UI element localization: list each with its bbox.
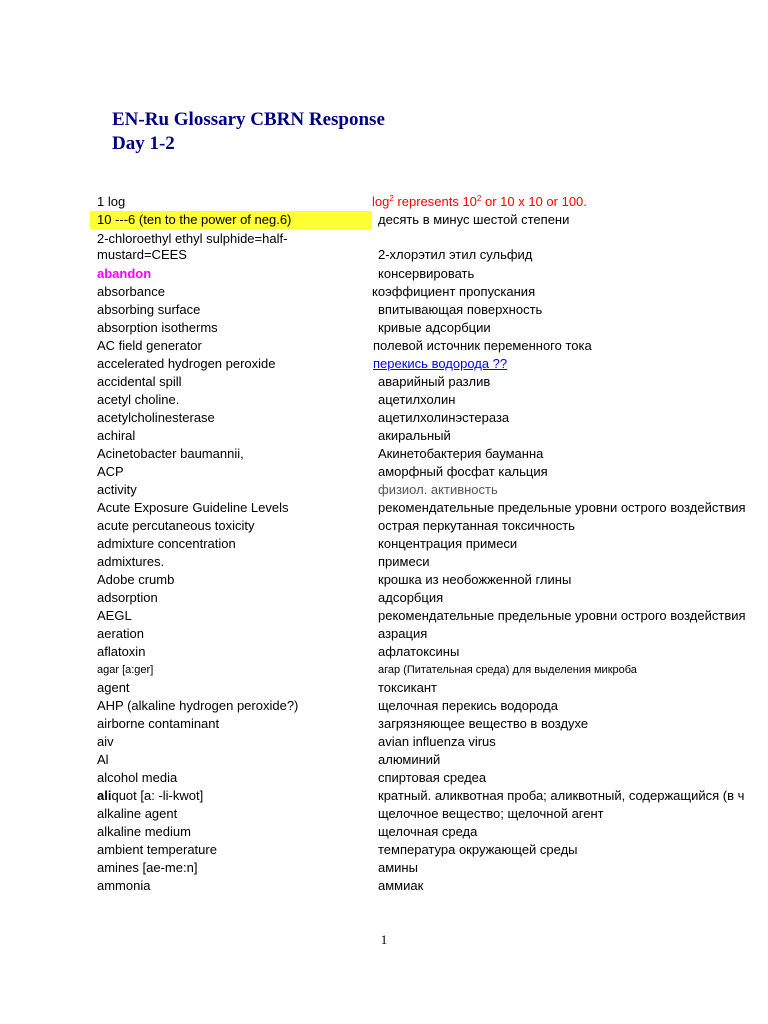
- glossary-row: [0, 463, 768, 481]
- english-term: AEGL: [97, 608, 132, 623]
- english-term: Acute Exposure Guideline Levels: [97, 500, 289, 515]
- russian-term: аммиак: [378, 878, 424, 893]
- russian-term: рекомендательные предельные уровни острого воздействия: [378, 608, 746, 623]
- english-term: admixtures.: [97, 554, 165, 569]
- english-term: absorption isotherms: [97, 320, 218, 335]
- russian-term: рекомендательные предельные уровни острого воздействия: [378, 500, 746, 515]
- russian-term: физиол. активность: [378, 482, 498, 497]
- english-term: achiral: [97, 428, 136, 443]
- glossary-row: [0, 679, 768, 697]
- english-term: aeration: [97, 626, 144, 641]
- english-term: 2-chloroethyl ethyl sulphide=half-mustard=CEES: [97, 231, 288, 262]
- glossary-row: [0, 589, 768, 607]
- glossary-row: [0, 823, 768, 841]
- glossary-row: [0, 499, 768, 517]
- english-term: abandon: [97, 266, 152, 281]
- english-term: absorbing surface: [97, 302, 201, 317]
- glossary-row: [0, 193, 768, 211]
- glossary-row: [0, 805, 768, 823]
- english-term: Al: [97, 752, 109, 767]
- note-text: $\log^2$ represents $10^2$ or 10 x 10 or 100.: [372, 194, 587, 209]
- english-term: agar [a:ger]: [97, 664, 154, 676]
- russian-term: аморфный фосфат кальция: [378, 464, 548, 479]
- glossary-row: [0, 607, 768, 625]
- english-term: activity: [97, 482, 137, 497]
- english-term: acetyl choline.: [97, 392, 180, 407]
- russian-term: амины: [378, 860, 418, 875]
- glossary-row: [0, 391, 768, 409]
- glossary-row: [0, 229, 768, 265]
- english-term-highlighted: 10 ---6 (ten to the power of neg.6): [90, 211, 372, 229]
- english-term: agent: [97, 680, 130, 695]
- glossary-row: [0, 733, 768, 751]
- russian-term: температура окружающей среды: [378, 842, 578, 857]
- glossary-row: [0, 319, 768, 337]
- glossary-row: [0, 337, 768, 355]
- english-term: Acinetobacter baumannii,: [97, 446, 244, 461]
- english-term: AHP (alkaline hydrogen peroxide?): [97, 698, 299, 713]
- glossary-table: [0, 193, 768, 895]
- russian-term: кратный. аликвотная проба; аликвотный, содержащийся (в ч: [378, 788, 745, 803]
- english-term: aiv: [97, 734, 114, 749]
- english-term: alkaline medium: [97, 824, 191, 839]
- russian-term-link[interactable]: перекись водорода ??: [373, 356, 508, 371]
- russian-term: консервировать: [378, 266, 475, 281]
- russian-term: кривые адсорбции: [378, 320, 491, 335]
- russian-term: ацетилхолин: [378, 392, 456, 407]
- russian-term: крошка из необожженной глины: [378, 572, 572, 587]
- english-term: Adobe crumb: [97, 572, 175, 587]
- russian-term: алюминий: [378, 752, 441, 767]
- russian-term: адсорбция: [378, 590, 444, 605]
- glossary-row: [0, 517, 768, 535]
- russian-term: острая перкутанная токсичность: [378, 518, 575, 533]
- glossary-row: [0, 553, 768, 571]
- english-term: ACP: [97, 464, 124, 479]
- english-term: AC field generator: [97, 338, 202, 353]
- russian-term: аварийный разлив: [378, 374, 491, 389]
- russian-term: загрязняющее вещество в воздухе: [378, 716, 589, 731]
- russian-term: щелочная среда: [378, 824, 478, 839]
- glossary-row: [0, 355, 768, 373]
- glossary-row: [0, 625, 768, 643]
- glossary-row: [0, 373, 768, 391]
- russian-term: примеси: [378, 554, 430, 569]
- russian-term: щелочное вещество; щелочной агент: [378, 806, 604, 821]
- glossary-row: [0, 301, 768, 319]
- russian-term: коэффициент пропускания: [372, 284, 536, 299]
- english-term: adsorption: [97, 590, 158, 605]
- russian-term: десять в минус шестой степени: [378, 212, 570, 227]
- russian-term: avian influenza virus: [378, 734, 496, 749]
- glossary-row: [0, 265, 768, 283]
- english-term: ammonia: [97, 878, 151, 893]
- english-term: aflatoxin: [97, 644, 146, 659]
- page-number: 1: [380, 932, 388, 947]
- glossary-row: [0, 859, 768, 877]
- glossary-row: [0, 877, 768, 895]
- english-term: admixture concentration: [97, 536, 236, 551]
- english-term: absorbance: [97, 284, 165, 299]
- glossary-row: [0, 697, 768, 715]
- glossary-row: [0, 211, 768, 229]
- glossary-row: [0, 427, 768, 445]
- glossary-row: [0, 481, 768, 499]
- russian-term: афлатоксины: [378, 644, 460, 659]
- english-term: accidental spill: [97, 374, 182, 389]
- english-term: acetylcholinesterase: [97, 410, 215, 425]
- english-term: alcohol media: [97, 770, 178, 785]
- russian-term: Акинетобактерия бауманна: [378, 446, 544, 461]
- english-term: 1 log: [97, 194, 126, 209]
- russian-term: агар (Питательная среда) для выделения микроба: [378, 664, 637, 676]
- russian-term: ацетилхолинэстераза: [378, 410, 510, 425]
- english-term: ambient temperature: [97, 842, 217, 857]
- russian-term: 2-хлорэтил этил сульфид: [378, 247, 533, 262]
- english-term: alkaline agent: [97, 806, 178, 821]
- english-term: aliquot [a: -li-kwot]: [97, 788, 204, 803]
- english-term: amines [ae-me:n]: [97, 860, 198, 875]
- english-term: airborne contaminant: [97, 716, 220, 731]
- russian-term: акиральный: [378, 428, 451, 443]
- glossary-row: [0, 409, 768, 427]
- glossary-row: [0, 751, 768, 769]
- english-term: accelerated hydrogen peroxide: [97, 356, 276, 371]
- glossary-row: [0, 535, 768, 553]
- russian-term: токсикант: [378, 680, 437, 695]
- russian-term: полевой источник переменного тока: [373, 338, 592, 353]
- glossary-row: [0, 283, 768, 301]
- document-title: EN-Ru Glossary CBRN Response: [112, 109, 385, 130]
- russian-term: спиртовая средеа: [378, 770, 487, 785]
- glossary-row: [0, 769, 768, 787]
- glossary-row: [0, 787, 768, 805]
- english-term: acute percutaneous toxicity: [97, 518, 255, 533]
- document-subtitle: Day 1-2: [112, 133, 175, 154]
- glossary-row: [0, 643, 768, 661]
- russian-term: щелочная перекись водорода: [378, 698, 558, 713]
- russian-term: концентрация примеси: [378, 536, 518, 551]
- russian-term: впитывающая поверхность: [378, 302, 543, 317]
- glossary-row: [0, 841, 768, 859]
- glossary-row: [0, 715, 768, 733]
- glossary-row: [0, 571, 768, 589]
- glossary-row: [0, 661, 768, 679]
- russian-term: азрация: [378, 626, 428, 641]
- glossary-row: [0, 445, 768, 463]
